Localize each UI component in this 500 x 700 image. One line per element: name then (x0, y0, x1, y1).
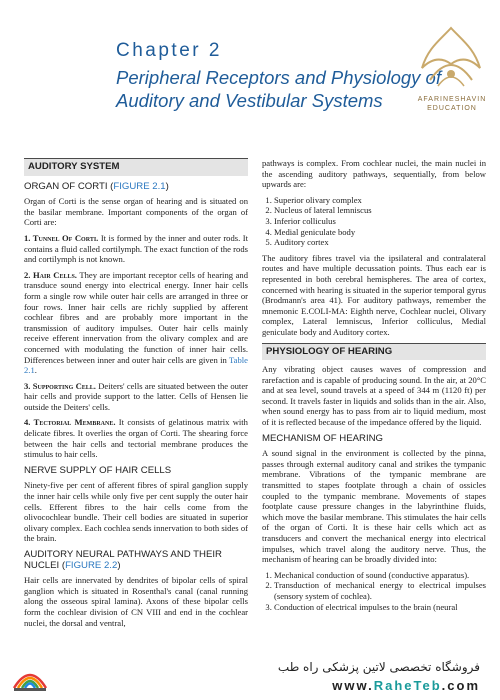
paragraph-physiology: Any vibrating object causes waves of compression and rarefaction and is capable of producing sound. In the air, at 20°C and at sea level, sound travels at a speed of 344 m (1120 ft) per second. It travels faster in liquids and solids than in the air. Also, when sound energy has to pass from air to liquid medium, most of it is reflected because of the impedance offered by the liquid. (262, 364, 486, 428)
paragraph-supporting-cell: 3. Supporting Cell. Deiters' cells are situated between the outer hair cells and provide support to the latter. Cells of Hensen lie outside the Deiters' cells. (24, 380, 248, 412)
figure-link[interactable]: FIGURE 2.2 (65, 559, 118, 571)
list-item: 1. Superior olivary complex (274, 195, 486, 206)
paragraph-hair-cells: 2. Hair Cells. They are important receptor cells of hearing and transduce sound energy into electrical energy. Inner hair cells form a single row while outer hair cells are arranged in three or four rows. Inner hair cells are richly supplied by afferent cochlear fibres and are probably more important in the transmission of auditory impulses. Outer hair cells mainly receive efferent innervation from the olivary complex and are concerned with modulating the function of inner hair cells. Differences between inner and outer hair cells are given in Table 2.1. (24, 269, 249, 376)
paragraph-nerve-supply: Ninety-five per cent of afferent fibres of spiral ganglion supply the inner hair cells while only five per cent supply the outer hair cells. Efferent fibres to the hair cells come from the olivocochlear bundle. Their cell bodies are situated in superior olivary complex. Each cochlea sends innervation to both sides of the brain. (24, 480, 248, 544)
list-item: 2. Nucleus of lateral lemniscus (274, 205, 486, 216)
chapter-title: Peripheral Receptors and Physiology of Auditory and Vestibular Systems (116, 67, 441, 111)
heading-physiology: PHYSIOLOGY OF HEARING (262, 343, 486, 361)
paragraph-corti: Organ of Corti is the sense organ of hearing and is situated on the basilar membrane. Important components of the organ of Corti are: (24, 196, 248, 228)
left-column (24, 158, 248, 633)
store-name: فروشگاه تخصصی لاتین پزشکی راه طب (277, 660, 480, 674)
figure-link[interactable]: FIGURE 2.1 (113, 180, 166, 192)
list-item: 5. Auditory cortex (274, 237, 486, 248)
list-item: 4. Medial geniculate body (274, 227, 486, 238)
nuclei-list (262, 195, 486, 248)
paragraph-fibres: The auditory fibres travel via the ipsilateral and contralateral routes and have multiple decussation points. Thus each ear is represented in both cerebral hemispheres. The area of cortex, concerned with hearing is situated in the superior temporal gyrus (Brodmann's area 41). For auditory pathways, remember the mnemonic E.COLI-MA: Eighth nerve, Cochlear nuclei, Olivary complex, Lateral lemniscus, Inferior colliculus, Medial geniculate body and Auditory cortex. (262, 252, 486, 337)
heading-auditory-system: AUDITORY SYSTEM (24, 158, 248, 176)
heading-nerve-supply: NERVE SUPPLY OF HAIR CELLS (24, 464, 172, 476)
heading-mechanism: MECHANISM OF HEARING (262, 432, 383, 444)
store-url[interactable]: www.RaheTeb.com (332, 678, 480, 693)
list-item: 1. Mechanical conduction of sound (conductive apparatus). (274, 570, 486, 581)
watermark-footer (0, 654, 500, 700)
paragraph-tectorial: 4. Tectorial Membrane. It consists of gelatinous matrix with delicate fibres. It overlies the organ of Corti. The shearing force between the hair cells and tectorial membrane produces the stimulus to hair cells. (24, 417, 248, 460)
chapter-header (0, 0, 500, 140)
list-item: 3. Conduction of electrical impulses to the brain (neural (274, 602, 486, 613)
paragraph-mechanism: A sound signal in the environment is collected by the pinna, passes through external auditory canal and strikes the tympanic membrane. Vibrations of the tympanic membrane are transmitted to stapes footplate through a chain of ossicles coupled to the tympanic membrane. Movements of stapes footplate cause pressure changes in the labyrinthine fluids, which move the basilar membrane. This stimulates the hair cells of the organ of Corti. It is these hair cells which act as transducers and convert the mechanical energy into electrical impulses, which travel along the auditory nerve. Thus, the mechanism of hearing can be broadly divided into: (262, 448, 486, 565)
list-item: 2. Transduction of mechanical energy to electrical impulses (sensory system of cochlea). (274, 580, 486, 601)
heading-neural-pathways: AUDITORY NEURAL PATHWAYS AND THEIR NUCLEI (FIGURE 2.2) (24, 549, 222, 571)
right-column (262, 158, 486, 617)
chapter-label: Chapter 2 (116, 40, 222, 61)
table-link[interactable]: Table 2.1 (24, 354, 248, 376)
mechanism-list (262, 570, 486, 612)
paragraph-neural-pathways: Hair cells are innervated by dendrites of bipolar cells of spiral ganglion which is situated in Rosenthal's canal (canal running along the osseous spiral lamina). Axons of these bipolar cells form the cochlear division of CN VIII and end in the cochlear nuclei, the dorsal and ventral, (24, 575, 248, 628)
paragraph-tunnel: 1. Tunnel Of Corti. It is formed by the inner and outer rods. It contains a fluid called cortilymph. The exact function of the rods and cortilymph is not known. (24, 232, 249, 265)
rainbow-book-icon (10, 658, 50, 696)
heading-organ-of-corti: ORGAN OF CORTI (FIGURE 2.1) (24, 180, 169, 192)
paragraph-pathways: pathways is complex. From cochlear nuclei, the main nuclei in the ascending auditory pathways, sequentially, from below upwards are: (262, 158, 486, 190)
logo-wordmark: AFARINESHAVIN EDUCATION (417, 96, 487, 112)
list-item: 3. Inferior colliculus (274, 216, 486, 227)
